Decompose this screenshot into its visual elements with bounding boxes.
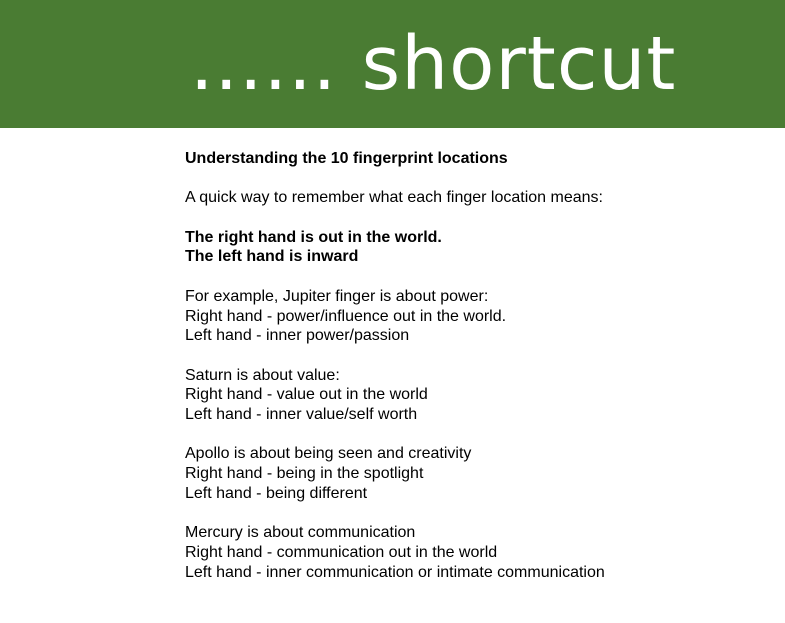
intro-text: A quick way to remember what each finger location means: bbox=[185, 189, 603, 207]
example-block-saturn bbox=[185, 366, 775, 425]
example-left-hand: Left hand - being different bbox=[185, 484, 368, 502]
example-block-apollo bbox=[185, 444, 775, 503]
spacer bbox=[185, 346, 775, 366]
example-left-hand: Left hand - inner communication or intimate communication bbox=[185, 563, 605, 581]
example-title: Apollo is about being seen and creativity bbox=[185, 445, 472, 463]
spacer bbox=[185, 169, 775, 189]
section-heading: Understanding the 10 fingerprint locations bbox=[185, 150, 508, 167]
example-title: For example, Jupiter finger is about power: bbox=[185, 287, 489, 305]
example-right-hand: Right hand - value out in the world bbox=[185, 386, 428, 404]
example-left-hand: Left hand - inner value/self worth bbox=[185, 406, 418, 424]
example-title: Saturn is about value: bbox=[185, 366, 340, 384]
rule-left-hand: The left hand is inward bbox=[185, 248, 359, 266]
example-right-hand: Right hand - being in the spotlight bbox=[185, 465, 424, 483]
spacer bbox=[185, 425, 775, 445]
example-left-hand: Left hand - inner power/passion bbox=[185, 327, 410, 345]
example-title: Mercury is about communication bbox=[185, 524, 416, 542]
example-right-hand: Right hand - power/influence out in the world. bbox=[185, 307, 507, 325]
spacer bbox=[185, 267, 775, 287]
content-body bbox=[185, 149, 775, 582]
banner-title: ...... shortcut bbox=[190, 21, 677, 107]
rule-right-hand: The right hand is out in the world. bbox=[185, 228, 442, 246]
spacer bbox=[185, 208, 775, 228]
example-block-mercury bbox=[185, 523, 775, 582]
spacer bbox=[185, 504, 775, 524]
example-block-jupiter bbox=[185, 287, 775, 346]
example-right-hand: Right hand - communication out in the world bbox=[185, 543, 498, 561]
title-banner bbox=[0, 0, 785, 128]
